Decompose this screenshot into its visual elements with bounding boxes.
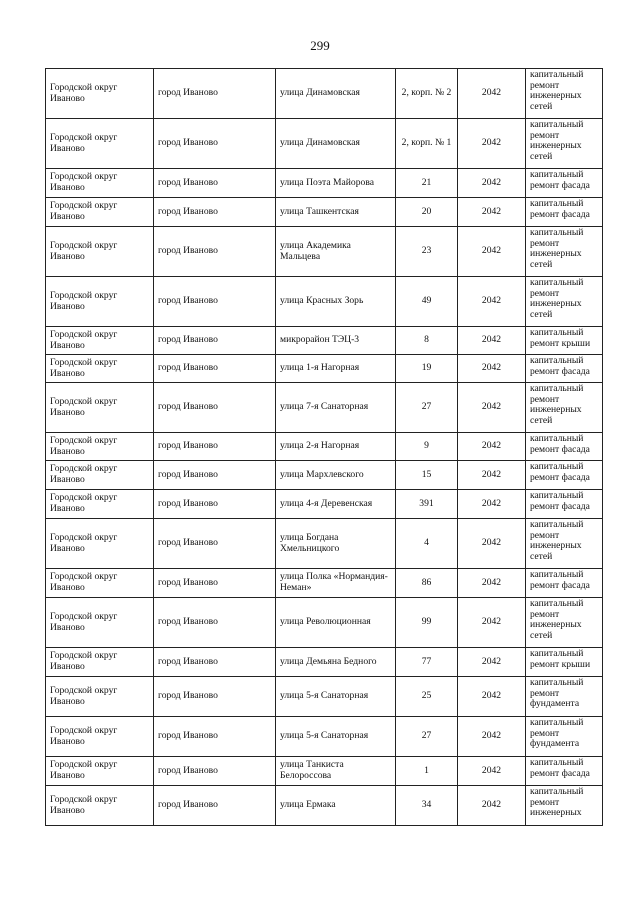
- work-type-cell: капитальный ремонт инженерных сетей: [526, 383, 603, 433]
- repair-schedule-table: [45, 68, 603, 826]
- table-row: [46, 198, 603, 227]
- street-cell: улица 5-я Санаторная: [276, 717, 396, 757]
- settlement-cell: город Иваново: [154, 277, 276, 327]
- street-cell: улица Динамовская: [276, 69, 396, 119]
- house-number-cell: 391: [396, 490, 458, 519]
- year-cell: 2042: [458, 569, 526, 598]
- district-cell: Городской округ Иваново: [46, 519, 154, 569]
- year-cell: 2042: [458, 490, 526, 519]
- table-row: [46, 277, 603, 327]
- street-cell: улица Демьяна Бедного: [276, 648, 396, 677]
- house-number-cell: 34: [396, 786, 458, 826]
- settlement-cell: город Иваново: [154, 717, 276, 757]
- street-cell: улица 7-я Санаторная: [276, 383, 396, 433]
- work-type-cell: капитальный ремонт фасада: [526, 198, 603, 227]
- settlement-cell: город Иваново: [154, 569, 276, 598]
- year-cell: 2042: [458, 598, 526, 648]
- table-row: [46, 327, 603, 355]
- work-type-cell: капитальный ремонт инженерных: [526, 786, 603, 826]
- street-cell: улица Танкиста Белороссова: [276, 757, 396, 786]
- year-cell: 2042: [458, 519, 526, 569]
- work-type-cell: капитальный ремонт фундамента: [526, 677, 603, 717]
- table-row: [46, 355, 603, 383]
- street-cell: улица 4-я Деревенская: [276, 490, 396, 519]
- street-cell: улица Ташкентская: [276, 198, 396, 227]
- street-cell: улица Академика Мальцева: [276, 227, 396, 277]
- table-row: [46, 461, 603, 490]
- work-type-cell: капитальный ремонт фасада: [526, 490, 603, 519]
- settlement-cell: город Иваново: [154, 677, 276, 717]
- street-cell: улица Полка «Нормандия-Неман»: [276, 569, 396, 598]
- settlement-cell: город Иваново: [154, 327, 276, 355]
- table-row: [46, 227, 603, 277]
- house-number-cell: 23: [396, 227, 458, 277]
- work-type-cell: капитальный ремонт крыши: [526, 648, 603, 677]
- district-cell: Городской округ Иваново: [46, 648, 154, 677]
- year-cell: 2042: [458, 198, 526, 227]
- district-cell: Городской округ Иваново: [46, 569, 154, 598]
- work-type-cell: капитальный ремонт фундамента: [526, 717, 603, 757]
- district-cell: Городской округ Иваново: [46, 461, 154, 490]
- table-row: [46, 717, 603, 757]
- work-type-cell: капитальный ремонт инженерных сетей: [526, 119, 603, 169]
- district-cell: Городской округ Иваново: [46, 717, 154, 757]
- district-cell: Городской округ Иваново: [46, 677, 154, 717]
- table-row: [46, 519, 603, 569]
- table-row: [46, 69, 603, 119]
- district-cell: Городской округ Иваново: [46, 327, 154, 355]
- district-cell: Городской округ Иваново: [46, 786, 154, 826]
- district-cell: Городской округ Иваново: [46, 198, 154, 227]
- year-cell: 2042: [458, 433, 526, 461]
- settlement-cell: город Иваново: [154, 119, 276, 169]
- year-cell: 2042: [458, 648, 526, 677]
- street-cell: улица Мархлевского: [276, 461, 396, 490]
- district-cell: Городской округ Иваново: [46, 490, 154, 519]
- work-type-cell: капитальный ремонт инженерных сетей: [526, 69, 603, 119]
- table-row: [46, 598, 603, 648]
- year-cell: 2042: [458, 169, 526, 198]
- district-cell: Городской округ Иваново: [46, 69, 154, 119]
- district-cell: Городской округ Иваново: [46, 355, 154, 383]
- year-cell: 2042: [458, 227, 526, 277]
- settlement-cell: город Иваново: [154, 519, 276, 569]
- table-row: [46, 169, 603, 198]
- work-type-cell: капитальный ремонт инженерных сетей: [526, 519, 603, 569]
- year-cell: 2042: [458, 69, 526, 119]
- district-cell: Городской округ Иваново: [46, 227, 154, 277]
- street-cell: улица 5-я Санаторная: [276, 677, 396, 717]
- settlement-cell: город Иваново: [154, 490, 276, 519]
- house-number-cell: 2, корп. № 2: [396, 69, 458, 119]
- house-number-cell: 27: [396, 717, 458, 757]
- house-number-cell: 20: [396, 198, 458, 227]
- district-cell: Городской округ Иваново: [46, 383, 154, 433]
- table-body: [46, 69, 603, 826]
- house-number-cell: 1: [396, 757, 458, 786]
- settlement-cell: город Иваново: [154, 69, 276, 119]
- house-number-cell: 8: [396, 327, 458, 355]
- district-cell: Городской округ Иваново: [46, 433, 154, 461]
- house-number-cell: 4: [396, 519, 458, 569]
- settlement-cell: город Иваново: [154, 169, 276, 198]
- year-cell: 2042: [458, 717, 526, 757]
- year-cell: 2042: [458, 383, 526, 433]
- settlement-cell: город Иваново: [154, 383, 276, 433]
- house-number-cell: 25: [396, 677, 458, 717]
- table-row: [46, 383, 603, 433]
- settlement-cell: город Иваново: [154, 355, 276, 383]
- year-cell: 2042: [458, 119, 526, 169]
- settlement-cell: город Иваново: [154, 227, 276, 277]
- page-number: 299: [310, 38, 330, 53]
- table-row: [46, 569, 603, 598]
- house-number-cell: 77: [396, 648, 458, 677]
- year-cell: 2042: [458, 327, 526, 355]
- district-cell: Городской округ Иваново: [46, 598, 154, 648]
- work-type-cell: капитальный ремонт инженерных сетей: [526, 227, 603, 277]
- year-cell: 2042: [458, 757, 526, 786]
- street-cell: улица Ермака: [276, 786, 396, 826]
- table-row: [46, 757, 603, 786]
- year-cell: 2042: [458, 786, 526, 826]
- year-cell: 2042: [458, 277, 526, 327]
- settlement-cell: город Иваново: [154, 648, 276, 677]
- table-row: [46, 786, 603, 826]
- street-cell: улица Красных Зорь: [276, 277, 396, 327]
- house-number-cell: 15: [396, 461, 458, 490]
- street-cell: улица Поэта Майорова: [276, 169, 396, 198]
- district-cell: Городской округ Иваново: [46, 169, 154, 198]
- district-cell: Городской округ Иваново: [46, 119, 154, 169]
- work-type-cell: капитальный ремонт фасада: [526, 757, 603, 786]
- year-cell: 2042: [458, 461, 526, 490]
- district-cell: Городской округ Иваново: [46, 277, 154, 327]
- table-row: [46, 677, 603, 717]
- house-number-cell: 86: [396, 569, 458, 598]
- house-number-cell: 21: [396, 169, 458, 198]
- work-type-cell: капитальный ремонт инженерных сетей: [526, 277, 603, 327]
- street-cell: улица Динамовская: [276, 119, 396, 169]
- table-row: [46, 490, 603, 519]
- settlement-cell: город Иваново: [154, 786, 276, 826]
- street-cell: улица Революционная: [276, 598, 396, 648]
- settlement-cell: город Иваново: [154, 757, 276, 786]
- house-number-cell: 27: [396, 383, 458, 433]
- year-cell: 2042: [458, 677, 526, 717]
- settlement-cell: город Иваново: [154, 461, 276, 490]
- table-row: [46, 433, 603, 461]
- house-number-cell: 49: [396, 277, 458, 327]
- district-cell: Городской округ Иваново: [46, 757, 154, 786]
- settlement-cell: город Иваново: [154, 433, 276, 461]
- work-type-cell: капитальный ремонт инженерных сетей: [526, 598, 603, 648]
- house-number-cell: 99: [396, 598, 458, 648]
- settlement-cell: город Иваново: [154, 598, 276, 648]
- street-cell: улица Богдана Хмельницкого: [276, 519, 396, 569]
- street-cell: улица 2-я Нагорная: [276, 433, 396, 461]
- house-number-cell: 9: [396, 433, 458, 461]
- house-number-cell: 2, корп. № 1: [396, 119, 458, 169]
- work-type-cell: капитальный ремонт фасада: [526, 433, 603, 461]
- street-cell: улица 1-я Нагорная: [276, 355, 396, 383]
- work-type-cell: капитальный ремонт фасада: [526, 461, 603, 490]
- table-row: [46, 119, 603, 169]
- settlement-cell: город Иваново: [154, 198, 276, 227]
- year-cell: 2042: [458, 355, 526, 383]
- work-type-cell: капитальный ремонт крыши: [526, 327, 603, 355]
- work-type-cell: капитальный ремонт фасада: [526, 169, 603, 198]
- work-type-cell: капитальный ремонт фасада: [526, 569, 603, 598]
- work-type-cell: капитальный ремонт фасада: [526, 355, 603, 383]
- house-number-cell: 19: [396, 355, 458, 383]
- table-row: [46, 648, 603, 677]
- street-cell: микрорайон ТЭЦ-3: [276, 327, 396, 355]
